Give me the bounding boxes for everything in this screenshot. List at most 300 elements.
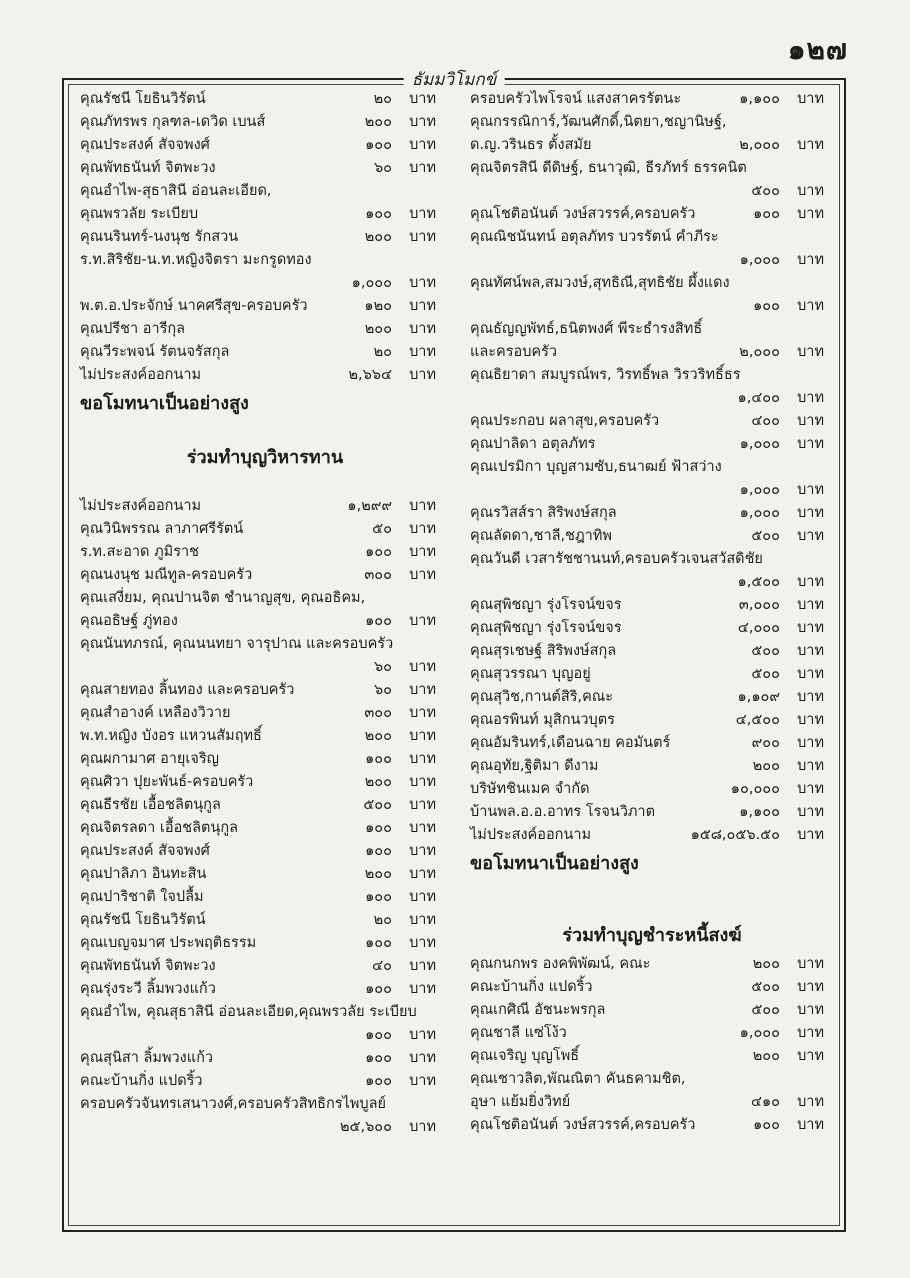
donor-entry [470, 88, 834, 111]
donor-name: คุณอำไพ-สุธาสินี อ่อนละเอียด, [80, 183, 272, 199]
currency-unit: บาท [409, 114, 436, 130]
donation-amount: ๑,๐๐๐ [739, 252, 780, 268]
donor-entry [470, 1022, 834, 1045]
currency-unit: บาท [797, 528, 824, 544]
currency-unit: บาท [797, 781, 824, 797]
donor-name: คุณรุ่งระวี ลิ้มพวงแก้ว [80, 981, 216, 997]
donor-entry [470, 709, 834, 732]
donation-amount: ๑๐๐ [365, 889, 392, 905]
donation-amount: ๔,๕๐๐ [735, 712, 780, 728]
donor-name: คุณปรีชา อารีกุล [80, 321, 186, 337]
donor-name: บริษัทชินเมค จำกัด [470, 781, 590, 797]
donation-amount: ๒๐๐ [364, 728, 392, 744]
donation-amount: ๑๐๐ [365, 137, 392, 153]
currency-unit: บาท [409, 659, 436, 675]
donor-entry [470, 111, 834, 134]
currency-unit: บาท [409, 91, 436, 107]
donor-entry [80, 272, 450, 295]
donor-entry [470, 732, 834, 755]
currency-unit: บาท [797, 390, 824, 406]
donation-amount: ๑๐๐ [365, 843, 392, 859]
donor-name: คุณนรินทร์-นงนุช รักสวน [80, 229, 239, 245]
donation-amount: ๑๐๐ [753, 1117, 780, 1133]
spacer [470, 881, 834, 919]
donor-entry [470, 456, 834, 479]
donor-name: คุณวีระพจน์ รัตนจรัสกุล [80, 344, 230, 360]
donor-entry [470, 502, 834, 525]
donor-name: คุณวันดี เวสารัชชานนท์,ครอบครัวเจนสวัสดิชัย [470, 551, 763, 567]
donor-name: คุณอำไพ, คุณสุธาสินี อ่อนละเอียด,คุณพรวลัย ระเบียบ [80, 1004, 417, 1020]
donor-entry [80, 955, 450, 978]
donation-amount: ๕๐๐ [751, 183, 780, 199]
donor-entry [80, 495, 450, 518]
donation-amount: ๑๐๐ [753, 206, 780, 222]
donor-name: คุณเสงี่ยม, คุณปานจิต ชำนาญสุข, คุณอธิคม, [80, 590, 366, 606]
donor-entry [80, 157, 450, 180]
currency-unit: บาท [797, 183, 824, 199]
donor-name: พ.ท.หญิง บังอร แหวนสัมฤทธิ์ [80, 728, 262, 744]
donor-name: ไม่ประสงค์ออกนาม [470, 827, 592, 843]
donor-name: คุณลัดดา,ชาลี,ชฎาทิพ [470, 528, 612, 544]
donor-entry [80, 111, 450, 134]
currency-unit: บาท [409, 1119, 436, 1135]
donation-amount: ๔,๐๐๐ [737, 620, 780, 636]
donor-name: คุณอัมรินทร์,เดือนฉาย คอมันตร์ [470, 735, 671, 751]
donor-entry [470, 976, 834, 999]
donor-entry [80, 840, 450, 863]
currency-unit: บาท [797, 735, 824, 751]
donor-name: คุณโชติอนันต์ วงษ์สวรรค์,ครอบครัว [470, 1117, 696, 1133]
donation-amount: ๒๐๐ [752, 758, 780, 774]
donor-entry [80, 541, 450, 564]
donation-amount: ๑๒๐ [364, 298, 392, 314]
donor-name: คุณอุทัย,ฐิติมา ดีงาม [470, 758, 599, 774]
donor-name: ครอบครัวไพโรจน์ แสงสาครรัตนะ [470, 91, 682, 107]
currency-unit: บาท [409, 521, 436, 537]
donor-name: คุณสุรเชษฐ์ สิริพงษ์สกุล [470, 643, 617, 659]
donor-name: คุณธิยาดา สมบูรณ์พร, วิรทธิ์พล วิรวริทธิ์ธร [470, 367, 741, 383]
donation-amount: ๒๐๐ [364, 321, 392, 337]
donation-amount: ๒๐ [373, 912, 392, 928]
donor-entry [80, 817, 450, 840]
donor-name: คุณภัทรพร กุลฑล-เดวิด เบนส์ [80, 114, 266, 130]
currency-unit: บาท [797, 804, 824, 820]
donor-entry [470, 801, 834, 824]
currency-unit: บาท [797, 597, 824, 613]
heading-text: ร่วมทำบุญชำระหนี้สงฆ์ [562, 925, 742, 946]
currency-unit: บาท [797, 344, 824, 360]
donor-name: คุณเกศิณี อัชนะพรกุล [470, 1002, 606, 1018]
donation-amount: ๒๐๐ [364, 114, 392, 130]
donor-name: คุณจิตรลดา เอื้อชลิตนุกูล [80, 820, 238, 836]
currency-unit: บาท [409, 544, 436, 560]
currency-unit: บาท [797, 505, 824, 521]
donation-amount: ๒๐ [373, 344, 392, 360]
donor-entry [470, 686, 834, 709]
donor-entry [470, 433, 834, 456]
donor-entry [470, 203, 834, 226]
donation-amount: ๕๐๐ [751, 528, 780, 544]
donor-name: คุณรัชนี โยธินวิรัตน์ [80, 91, 206, 107]
donation-amount: ๑๐๐ [365, 1027, 392, 1043]
donor-entry [470, 640, 834, 663]
donor-entry [80, 134, 450, 157]
donor-name: คุณปาลิภา อินทะสิน [80, 866, 207, 882]
currency-unit: บาท [409, 1027, 436, 1043]
currency-unit: บาท [409, 682, 436, 698]
donor-name: คุณอรพินท์ มุสิกนวบุตร [470, 712, 615, 728]
donor-entry [80, 702, 450, 725]
donation-amount: ๑๐๐ [365, 751, 392, 767]
donation-amount: ๑๐๐ [365, 820, 392, 836]
donation-amount: ๑๐๐ [365, 981, 392, 997]
donor-entry [470, 663, 834, 686]
donor-name: คุณผกามาศ อายุเจริญ [80, 751, 220, 767]
donor-entry [80, 886, 450, 909]
heading-text: ขอโมทนาเป็นอย่างสูง [470, 853, 639, 874]
donation-amount: ๑,๔๐๐ [737, 390, 780, 406]
currency-unit: บาท [797, 298, 824, 314]
donation-amount: ๑,๐๐๐ [351, 275, 392, 291]
donor-name: คุณรวิสส์รา สิริพงษ์สกุล [470, 505, 617, 521]
donor-entry [470, 999, 834, 1022]
donor-name: คุณเชาวลิต,พัณณิตา คันธคามชิต, [470, 1071, 686, 1087]
thanks-heading [470, 847, 834, 881]
donor-name: คุณณิชนันทน์ อตุลภัทร บวรรัตน์ คำภีระ [470, 229, 719, 245]
donor-name: ด.ญ.วรินธร ตั้งสมัย [470, 137, 592, 153]
donor-name: และครอบครัว [470, 344, 558, 360]
donor-name: คุณเจริญ บุญโพธิ์ [470, 1048, 580, 1064]
donor-name: คุณพรวลัย ระเบียบ [80, 206, 199, 222]
donation-amount: ๑๐๐ [365, 544, 392, 560]
donation-amount: ๒๐๐ [752, 956, 780, 972]
currency-unit: บาท [797, 689, 824, 705]
donor-entry [470, 226, 834, 249]
currency-unit: บาท [797, 1048, 824, 1064]
heading-text: ร่วมทำบุญวิหารทาน [186, 447, 344, 468]
donor-name: ร.ท.สะอาด ภูมิราช [80, 544, 199, 560]
donor-entry [470, 341, 834, 364]
donor-entry [80, 88, 450, 111]
donor-entry [470, 272, 834, 295]
donor-name: คุณปาริชาติ ใจปลื้ม [80, 889, 204, 905]
currency-unit: บาท [797, 1117, 824, 1133]
donation-amount: ๑,๕๐๐ [737, 574, 780, 590]
donor-name: คณะบ้านกิ่ง แปดริ้ว [80, 1073, 203, 1089]
donor-name: คุณธัญญพัทธ์,ธนิตพงศ์ พีระธำรงสิทธิ์ [470, 321, 703, 337]
currency-unit: บาท [409, 958, 436, 974]
donor-entry [470, 249, 834, 272]
currency-unit: บาท [409, 275, 436, 291]
donation-amount: ๑๐๐ [365, 1073, 392, 1089]
donor-name: คุณรัชนี โยธินวิรัตน์ [80, 912, 206, 928]
donor-entry [80, 1093, 450, 1116]
currency-unit: บาท [797, 1094, 824, 1110]
currency-unit: บาท [409, 889, 436, 905]
donation-amount: ๕๐๐ [363, 797, 392, 813]
donor-entry [80, 794, 450, 817]
donation-amount: ๓,๐๐๐ [738, 597, 780, 613]
page-number: ๑๒๗ [787, 33, 848, 66]
donor-name: คุณชาลี แซ่โง้ว [470, 1025, 567, 1041]
donation-amount: ๑,๐๐๐ [739, 436, 780, 452]
currency-unit: บาท [797, 827, 824, 843]
donor-entry [80, 1116, 450, 1139]
currency-unit: บาท [797, 206, 824, 222]
currency-unit: บาท [409, 912, 436, 928]
donation-amount: ๑,๑๐๙ [737, 689, 780, 705]
section-heading [470, 919, 834, 953]
donation-amount: ๖๐ [373, 160, 392, 176]
donation-amount: ๓๐๐ [364, 705, 392, 721]
donation-amount: ๕๐๐ [751, 666, 780, 682]
donation-amount: ๓๐๐ [364, 567, 392, 583]
donation-amount: ๖๐ [373, 682, 392, 698]
donor-entry [80, 1001, 450, 1024]
donor-name: คุณพัทธนันท์ จิตพะวง [80, 958, 216, 974]
donor-entry [470, 387, 834, 410]
donation-amount: ๔๑๐ [750, 1094, 780, 1110]
donor-entry [470, 364, 834, 387]
currency-unit: บาท [409, 206, 436, 222]
donor-entry [80, 978, 450, 1001]
currency-unit: บาท [409, 160, 436, 176]
currency-unit: บาท [409, 1050, 436, 1066]
donor-entry [80, 203, 450, 226]
donation-amount: ๒,๐๐๐ [739, 137, 780, 153]
currency-unit: บาท [409, 797, 436, 813]
donation-amount: ๖๐ [373, 659, 392, 675]
currency-unit: บาท [797, 574, 824, 590]
donor-name: คุณประกอบ ผลาสุข,ครอบครัว [470, 413, 660, 429]
donor-name: บ้านพล.อ.อ.อาทร โรจนวิภาต [470, 804, 655, 820]
donor-entry [80, 364, 450, 387]
donor-entry [470, 548, 834, 571]
currency-unit: บาท [797, 956, 824, 972]
currency-unit: บาท [797, 413, 824, 429]
donation-amount: ๙๐๐ [751, 735, 780, 751]
donation-amount: ๒๕,๖๐๐ [339, 1119, 392, 1135]
donor-name: ครอบครัวจันทรเสนาวงศ์,ครอบครัวสิทธิกรไพบูลย์ [80, 1096, 386, 1112]
donor-name: คณะบ้านกิ่ง แปดริ้ว [470, 979, 593, 995]
donor-name: คุณกนกพร องคพิพัฒน์, คณะ [470, 956, 651, 972]
currency-unit: บาท [409, 229, 436, 245]
thanks-heading [80, 387, 450, 421]
donor-entry [470, 1091, 834, 1114]
currency-unit: บาท [409, 367, 436, 383]
donor-entry [80, 909, 450, 932]
donor-entry [80, 249, 450, 272]
currency-unit: บาท [797, 620, 824, 636]
donor-entry [80, 1070, 450, 1093]
donor-name: คุณกรรณิการ์,วัฒนศักดิ์,นิตยา,ชญานิษฐ์, [470, 114, 727, 130]
donor-entry [80, 1047, 450, 1070]
donor-entry [470, 755, 834, 778]
donor-entry [470, 525, 834, 548]
spacer [80, 421, 450, 441]
donor-entry [80, 656, 450, 679]
donor-name: คุณประสงค์ สัจจพงศ์ [80, 843, 210, 859]
content-frame [62, 70, 846, 1232]
section-heading [80, 441, 450, 475]
donor-entry [80, 341, 450, 364]
left-column [80, 88, 450, 1139]
donor-entry [470, 571, 834, 594]
donation-amount: ๒,๖๖๔ [348, 367, 392, 383]
donor-entry [80, 633, 450, 656]
donor-entry [470, 1045, 834, 1068]
currency-unit: บาท [409, 981, 436, 997]
currency-unit: บาท [797, 1002, 824, 1018]
donor-entry [80, 679, 450, 702]
donor-name: คุณทัศน์พล,สมวงษ์,สุทธิณี,สุทธิชัย ผึ้งแดง [470, 275, 730, 291]
donation-amount: ๕๐ [372, 521, 392, 537]
donor-name: ไม่ประสงค์ออกนาม [80, 367, 202, 383]
donor-entry [470, 180, 834, 203]
donor-name: คุณธีรชัย เอื้อชลิตนุกูล [80, 797, 221, 813]
donation-amount: ๑๕๘,๐๕๖.๕๐ [690, 827, 780, 843]
donation-amount: ๑,๐๐๐ [739, 505, 780, 521]
donation-amount: ๒๐๐ [364, 866, 392, 882]
donor-entry [470, 295, 834, 318]
donor-name: คุณประสงค์ สัจจพงศ์ [80, 137, 210, 153]
donor-entry [470, 617, 834, 640]
donor-entry [470, 594, 834, 617]
currency-unit: บาท [409, 866, 436, 882]
currency-unit: บาท [797, 758, 824, 774]
donation-amount: ๒๐๐ [364, 229, 392, 245]
donor-entry [470, 953, 834, 976]
donor-entry [80, 771, 450, 794]
donor-name: คุณเบญจมาศ ประพฤติธรรม [80, 935, 257, 951]
currency-unit: บาท [797, 252, 824, 268]
donor-name: ไม่ประสงค์ออกนาม [80, 498, 202, 514]
currency-unit: บาท [797, 712, 824, 728]
currency-unit: บาท [409, 1073, 436, 1089]
donor-name: พ.ต.อ.ประจักษ์ นาคศรีสุข-ครอบครัว [80, 298, 308, 314]
currency-unit: บาท [409, 137, 436, 153]
currency-unit: บาท [409, 843, 436, 859]
donor-name: คุณสายทอง ลิ้นทอง และครอบครัว [80, 682, 295, 698]
donor-entry [80, 518, 450, 541]
donation-amount: ๒,๐๐๐ [739, 344, 780, 360]
donation-amount: ๒๐๐ [364, 774, 392, 790]
donor-name: คุณจิตรสินี ดีดิษฐ์, ธนาวุฒิ, ธีรภัทร์ ธรรคนิต [470, 160, 747, 176]
donation-amount: ๒๐๐ [752, 1048, 780, 1064]
donor-entry [80, 725, 450, 748]
donation-amount: ๑๐๐ [365, 206, 392, 222]
donor-entry [80, 587, 450, 610]
donor-name: คุณนันทภรณ์, คุณนนทยา จารุปาณ และครอบครัว [80, 636, 394, 652]
donor-name: คุณนงนุช มณีทูล-ครอบครัว [80, 567, 253, 583]
currency-unit: บาท [797, 979, 824, 995]
donor-name: คุณสุพิชญา รุ่งโรจน์ขจร [470, 597, 622, 613]
currency-unit: บาท [409, 613, 436, 629]
currency-unit: บาท [409, 321, 436, 337]
donation-amount: ๑๐๐ [753, 298, 780, 314]
currency-unit: บาท [797, 436, 824, 452]
donor-name: ร.ท.สิริชัย-น.ท.หญิงจิตรา มะกรูดทอง [80, 252, 312, 268]
donor-name: คุณวินิพรรณ ลาภาศรีรัตน์ [80, 521, 244, 537]
donation-amount: ๔๐๐ [751, 413, 780, 429]
donor-entry [470, 157, 834, 180]
donation-amount: ๑,๐๐๐ [739, 1025, 780, 1041]
donor-name: คุณศิวา ปุยะพันธ์-ครอบครัว [80, 774, 254, 790]
donor-entry [80, 180, 450, 203]
right-column [470, 88, 834, 1137]
donor-name: คุณสำอางค์ เหลืองวิวาย [80, 705, 231, 721]
currency-unit: บาท [409, 344, 436, 360]
donor-name: คุณสุนิสา ลิ้มพวงแก้ว [80, 1050, 214, 1066]
currency-unit: บาท [797, 91, 824, 107]
currency-unit: บาท [797, 137, 824, 153]
currency-unit: บาท [797, 482, 824, 498]
donation-amount: ๑๐๐ [365, 1050, 392, 1066]
spacer [80, 475, 450, 495]
donor-entry [470, 1114, 834, 1137]
currency-unit: บาท [409, 935, 436, 951]
donor-entry [80, 295, 450, 318]
donation-amount: ๑๐๐ [365, 935, 392, 951]
donor-name: คุณโชติอนันต์ วงษ์สวรรค์,ครอบครัว [470, 206, 696, 222]
donation-amount: ๑,๒๙๙ [347, 498, 392, 514]
donor-entry [80, 748, 450, 771]
donor-name: คุณสุวรรณา บุญอยู่ [470, 666, 591, 682]
donation-amount: ๒๐ [373, 91, 392, 107]
donation-amount: ๑,๑๐๐ [739, 804, 780, 820]
currency-unit: บาท [409, 728, 436, 744]
donor-entry [470, 824, 834, 847]
currency-unit: บาท [797, 666, 824, 682]
currency-unit: บาท [409, 820, 436, 836]
donor-entry [470, 479, 834, 502]
donor-entry [470, 778, 834, 801]
donor-entry [470, 410, 834, 433]
donor-name: คุณเปรมิกา บุญสามซับ,ธนาฒย์ ฟ้าสว่าง [470, 459, 722, 475]
donation-amount: ๑,๑๐๐ [739, 91, 780, 107]
donor-entry [80, 863, 450, 886]
donor-entry [80, 564, 450, 587]
donation-amount: ๑๐,๐๐๐ [730, 781, 780, 797]
donation-amount: ๑๐๐ [365, 613, 392, 629]
currency-unit: บาท [409, 705, 436, 721]
donor-name: คุณพัทธนันท์ จิตพะวง [80, 160, 216, 176]
donor-entry [470, 134, 834, 157]
donation-amount: ๔๐ [372, 958, 392, 974]
donor-entry [80, 932, 450, 955]
donor-entry [80, 226, 450, 249]
currency-unit: บาท [409, 298, 436, 314]
donor-name: คุณปาลิดา อตุลภัทร [470, 436, 596, 452]
currency-unit: บาท [409, 774, 436, 790]
donor-entry [80, 318, 450, 341]
currency-unit: บาท [409, 498, 436, 514]
donor-entry [80, 610, 450, 633]
donation-amount: ๕๐๐ [751, 979, 780, 995]
currency-unit: บาท [409, 567, 436, 583]
donor-name: คุณสุวิช,กานต์สิริ,คณะ [470, 689, 614, 705]
donation-amount: ๕๐๐ [751, 1002, 780, 1018]
donation-amount: ๕๐๐ [751, 643, 780, 659]
donor-entry [470, 318, 834, 341]
running-header: ธัมมวิโมกข์ [404, 66, 505, 93]
donor-name: อุษา แย้มยิ่งวิทย์ [470, 1094, 571, 1110]
currency-unit: บาท [797, 1025, 824, 1041]
donor-entry [80, 1024, 450, 1047]
heading-text: ขอโมทนาเป็นอย่างสูง [80, 393, 249, 414]
donation-amount: ๑,๐๐๐ [739, 482, 780, 498]
currency-unit: บาท [797, 643, 824, 659]
